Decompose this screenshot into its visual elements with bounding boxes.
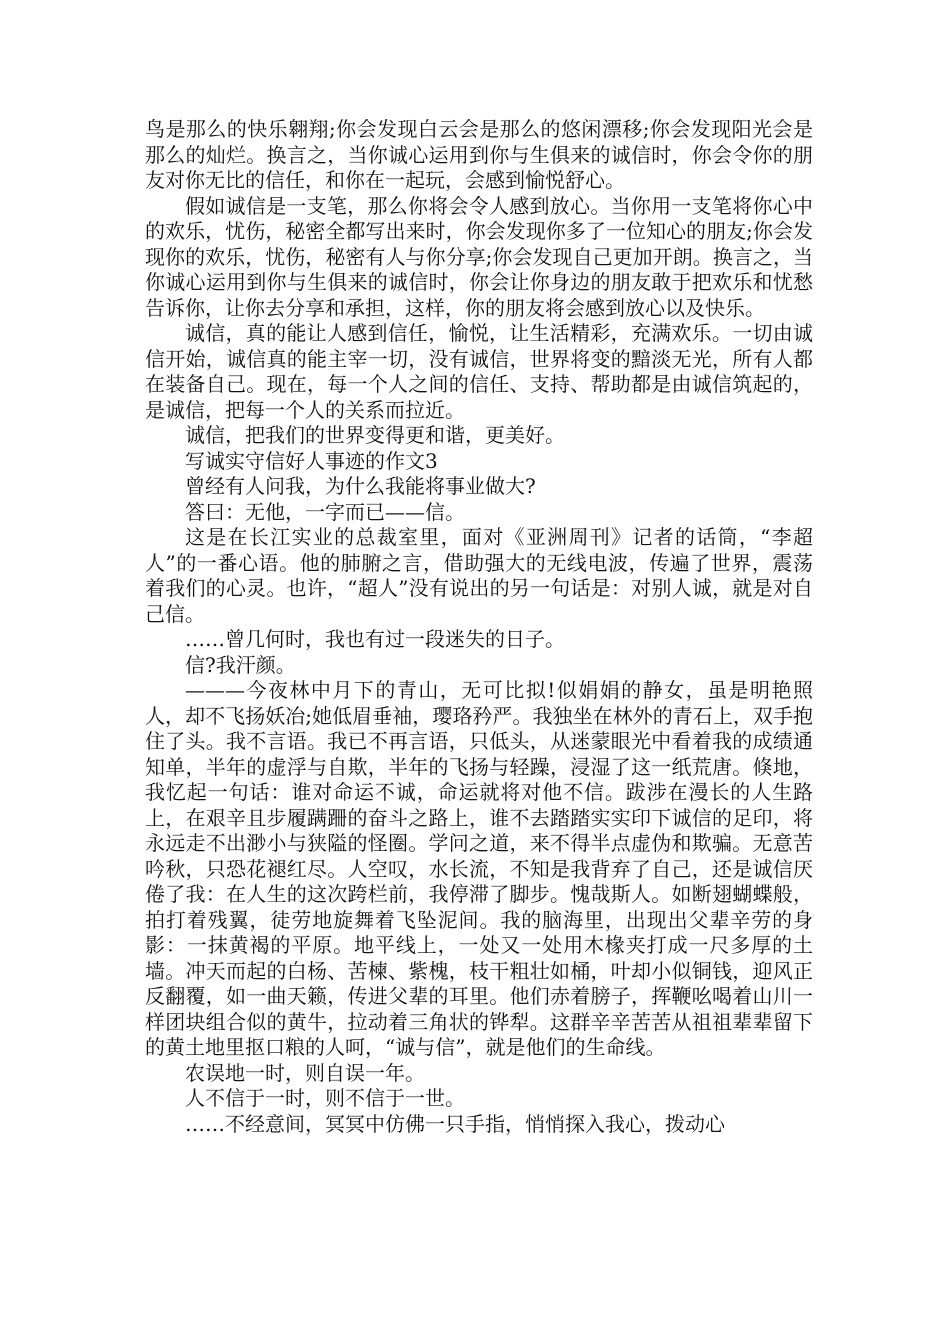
- paragraph: 农误地一时，则自误一年。: [185, 1060, 425, 1085]
- paragraph: 诚信，真的能让人感到信任，愉悦，让生活精彩，充满欢乐。一切由诚信开始，诚信真的能主宰一切，没有诚信，世界将变的黯淡无光，所有人都在装备自己。现在，每一个人之间的信任、支持、帮助都是由诚信筑起的，是诚信，把每一个人的关系而拉近。: [145, 321, 813, 422]
- paragraph: ———今夜林中月下的青山，无可比拟!似娟娟的静女，虽是明艳照人，却不飞扬妖冶;她低眉垂袖，璎珞矜严。我独坐在林外的青石上，双手抱住了头。我不言语。我已不再言语，只低头，从迷蒙眼光中看着我的成绩通知单，半年的虚浮与自欺，半年的飞扬与轻躁，浸湿了这一纸荒唐。倏地，我忆起一句话：谁对命运不诚，命运就将对他不信。跋涉在漫长的人生路上，在艰辛且步履蹒跚的奋斗之路上，谁不去踏踏实实印下诚信的足印，将永远走不出渺小与狭隘的怪圈。学问之道，来不得半点虚伪和欺骗。无意苦吟秋，只恐花褪红尽。人空叹，水长流，不知是我背弃了自己，还是诚信厌倦了我：在人生的这次跨栏前，我停滞了脚步。愧哉斯人。如断翅蝴蝶般，拍打着残翼，徒劳地旋舞着飞坠泥间。我的脑海里，出现出父辈辛劳的身影：一抹黄褐的平原。地平线上，一处又一处用木椽夹打成一尺多厚的土墙。冲天而起的白杨、苦楝、紫槐，枝干粗壮如桶，叶却小似铜钱，迎风正反翻覆，如一曲天籁，传进父辈的耳里。他们赤着膀子，挥鞭吆喝着山川一样团块组合似的黄牛，拉动着三角状的铧犁。这群辛辛苦苦从祖祖辈辈留下的黄土地里抠口粮的人呵，“诚与信”，就是他们的生命线。: [145, 678, 813, 1059]
- paragraph: 答曰：无他，一字而已——信。: [185, 499, 465, 524]
- paragraph: ……曾几何时，我也有过一段迷失的日子。: [185, 627, 565, 651]
- paragraph: 信?我汗颜。: [185, 652, 296, 677]
- document-body: [145, 117, 813, 1137]
- paragraph: 鸟是那么的快乐翱翔;你会发现白云会是那么的悠闲漂移;你会发现阳光会是那么的灿烂。换言之，当你诚心运用到你与生俱来的诚信时，你会令你的朋友对你无比的信任，和你在一起玩，会感到愉悦舒心。: [145, 117, 813, 192]
- paragraph: ……不经意间，冥冥中仿佛一只手指，悄悄探入我心，拨动心: [185, 1111, 725, 1136]
- paragraph: 曾经有人问我，为什么我能将事业做大?: [185, 474, 536, 498]
- paragraph: 诚信，把我们的世界变得更和谐，更美好。: [185, 423, 565, 447]
- section-title: 写诚实守信好人事迹的作文3: [185, 448, 438, 473]
- paragraph: 人不信于一时，则不信于一世。: [185, 1086, 465, 1110]
- paragraph: 假如诚信是一支笔，那么你将会令人感到放心。当你用一支笔将你心中的欢乐，忧伤，秘密全都写出来时，你会发现你多了一位知心的朋友;你会发现你的欢乐，忧伤，秘密有人与你分享;你会发现自己更加开朗。换言之，当你诚心运用到你与生俱来的诚信时，你会让你身边的朋友敢于把欢乐和忧愁告诉你，让你去分享和承担，这样，你的朋友将会感到放心以及快乐。: [145, 193, 813, 320]
- paragraph: 这是在长江实业的总裁室里，面对《亚洲周刊》记者的话筒，“李超人”的一番心语。他的肺腑之言，借助强大的无线电波，传遍了世界，震荡着我们的心灵。也许，“超人”没有说出的另一句话是：对别人诚，就是对自己信。: [145, 525, 813, 626]
